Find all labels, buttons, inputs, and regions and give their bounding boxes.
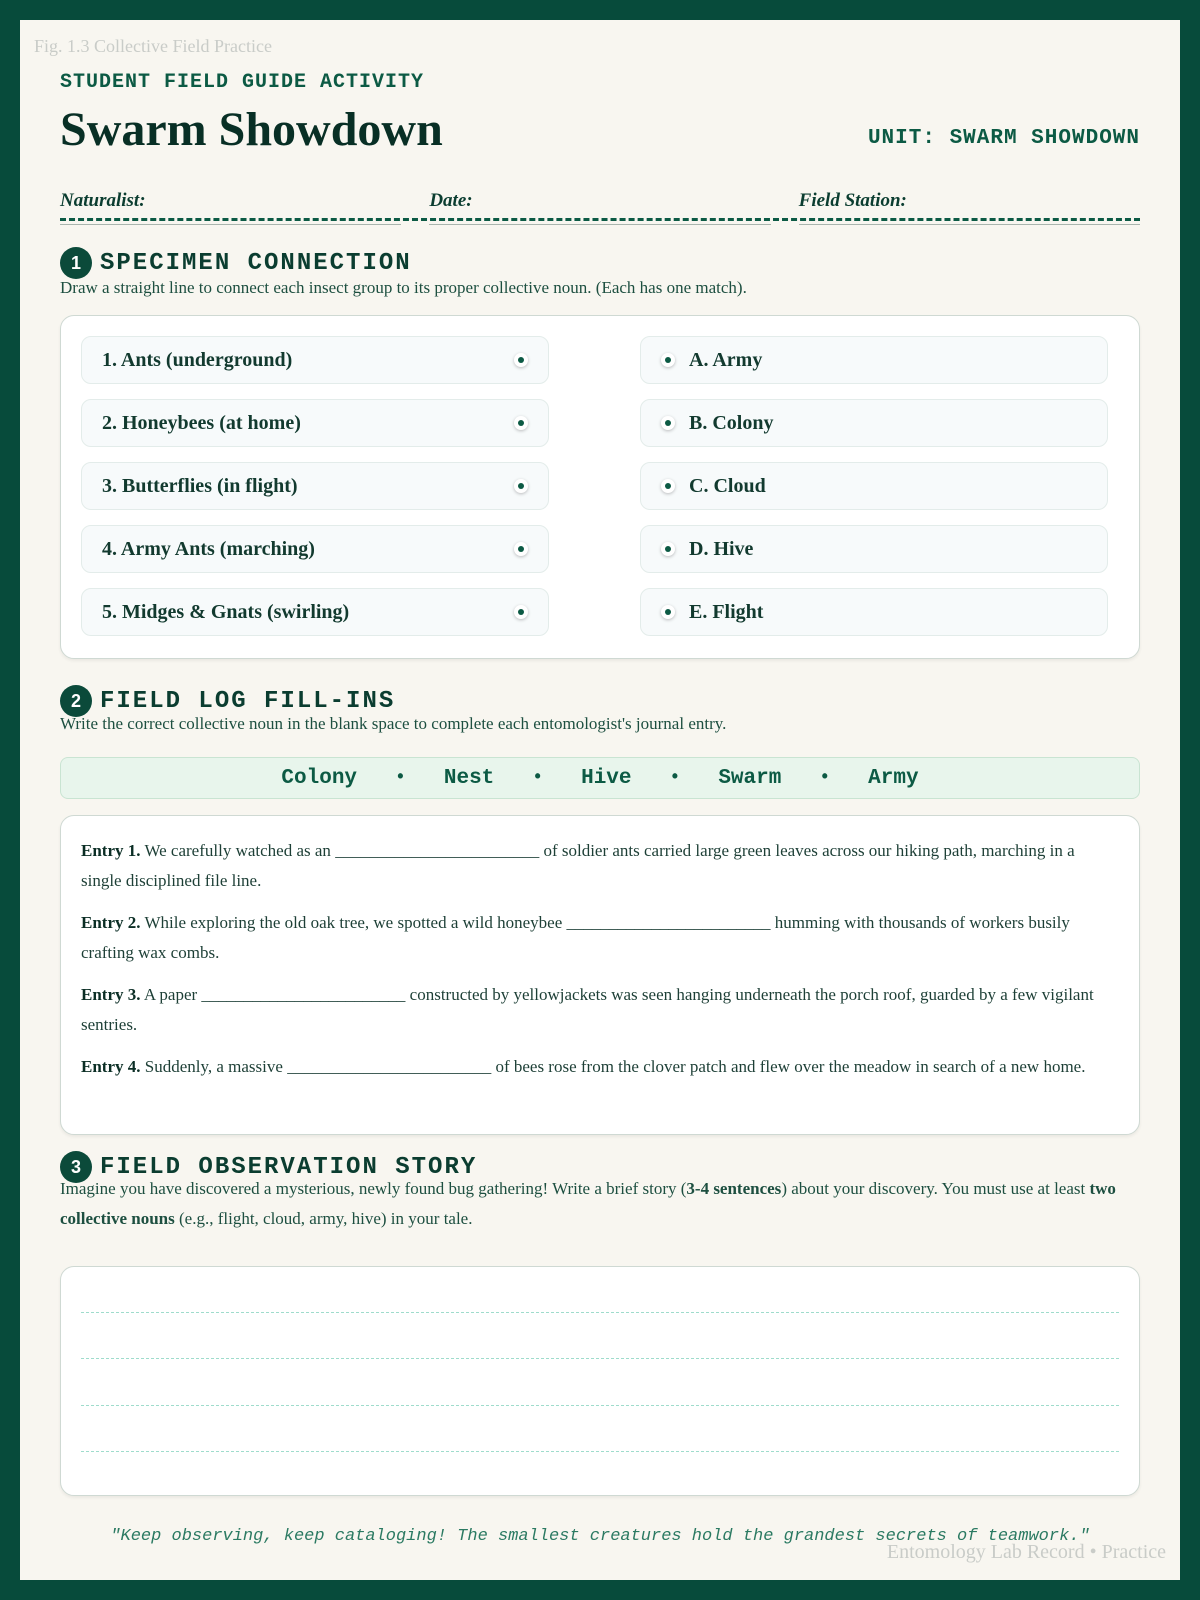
- entry-text-after: humming with thousands of workers busily crafting wax combs.: [81, 913, 1070, 962]
- answer-blank[interactable]: ________________________: [201, 985, 406, 1004]
- section-number-badge: 1: [60, 247, 92, 279]
- match-item-label: 5. Midges & Gnats (swirling): [102, 600, 350, 623]
- connector-dot[interactable]: [661, 542, 675, 556]
- connector-dot[interactable]: [661, 353, 675, 367]
- word-bank-item: Hive: [581, 766, 632, 790]
- match-item-left[interactable]: [81, 525, 549, 573]
- footer-caption: Entomology Lab Record • Practice: [886, 1541, 1166, 1563]
- section-1-instructions: Draw a straight line to connect each insect group to its proper collective noun. (Each has one match).: [60, 278, 747, 297]
- match-item-right[interactable]: [640, 588, 1108, 636]
- instructions-emphasis: 3-4 sentences: [686, 1179, 782, 1198]
- word-bank-item: Army: [868, 766, 919, 790]
- entry-label: Entry 4.: [81, 1057, 141, 1076]
- instructions-emphasis: two collective nouns: [60, 1179, 1116, 1228]
- match-item-label: A. Army: [689, 348, 763, 371]
- match-item-right[interactable]: [640, 399, 1108, 447]
- match-item-label: E. Flight: [689, 600, 764, 623]
- writing-line: [81, 1451, 1119, 1452]
- answer-blank[interactable]: ________________________: [287, 1057, 492, 1076]
- journal-entry: [81, 1052, 1119, 1082]
- instructions-text: (e.g., flight, cloud, army, hive) in your tale.: [174, 1209, 473, 1228]
- collective-noun-column: [640, 336, 1108, 651]
- word-bank-separator: •: [669, 768, 681, 788]
- writing-line: [81, 1405, 1119, 1406]
- match-item-left[interactable]: [81, 588, 549, 636]
- entry-label: Entry 3.: [81, 985, 141, 1004]
- writing-line: [81, 1358, 1119, 1359]
- match-item-label: C. Cloud: [689, 474, 766, 497]
- section-number-badge: 2: [60, 685, 92, 717]
- section-3-instructions: [60, 1174, 1140, 1234]
- match-item-label: B. Colony: [689, 411, 774, 434]
- entry-text-before: While exploring the old oak tree, we spotted a wild honeybee: [144, 913, 563, 932]
- instructions-text: ) about your discovery. You must use at least: [781, 1179, 1090, 1198]
- journal-entry: [81, 908, 1119, 967]
- connector-dot[interactable]: [514, 479, 528, 493]
- connector-dot[interactable]: [514, 605, 528, 619]
- word-bank-item: Nest: [443, 766, 495, 790]
- activity-kicker: STUDENT FIELD GUIDE ACTIVITY: [60, 71, 425, 94]
- match-item-left[interactable]: [81, 399, 549, 447]
- match-item-left[interactable]: [81, 336, 549, 384]
- match-item-label: 3. Butterflies (in flight): [102, 474, 298, 497]
- word-bank-separator: •: [819, 768, 831, 788]
- student-info-row: [60, 170, 1140, 225]
- word-bank-item: Colony: [281, 766, 358, 790]
- section-title: FIELD OBSERVATION STORY: [100, 1153, 478, 1181]
- closing-quote: "Keep observing, keep cataloging! The smallest creatures hold the grandest secrets of teamwork.": [110, 1527, 1090, 1546]
- unit-label: UNIT: SWARM SHOWDOWN: [867, 127, 1140, 150]
- entry-text-before: A paper: [143, 985, 198, 1004]
- connector-dot[interactable]: [661, 605, 675, 619]
- word-bank-item: Swarm: [718, 766, 782, 790]
- entry-text-before: We carefully watched as an: [144, 841, 331, 860]
- match-item-right[interactable]: [640, 336, 1108, 384]
- connector-dot[interactable]: [514, 353, 528, 367]
- section-number-badge: 3: [60, 1151, 92, 1183]
- section-title: SPECIMEN CONNECTION: [100, 249, 412, 277]
- entry-text-after: constructed by yellowjackets was seen hanging underneath the porch roof, guarded by a few vigilant sentries.: [81, 985, 1094, 1034]
- match-item-label: 1. Ants (underground): [102, 348, 293, 371]
- instructions-text: Imagine you have discovered a mysterious, newly found bug gathering! Write a brief story (: [60, 1179, 687, 1198]
- match-item-label: 4. Army Ants (marching): [102, 537, 315, 560]
- connector-dot[interactable]: [661, 416, 675, 430]
- answer-blank[interactable]: ________________________: [566, 913, 771, 932]
- header-divider: [60, 218, 1140, 221]
- section-title: FIELD LOG FILL-INS: [100, 687, 396, 715]
- match-item-left[interactable]: [81, 462, 549, 510]
- journal-entries-card: [60, 815, 1140, 1135]
- writing-line: [81, 1312, 1119, 1313]
- connector-dot[interactable]: [514, 542, 528, 556]
- connector-dot[interactable]: [514, 416, 528, 430]
- entry-text-after: of bees rose from the clover patch and flew over the meadow in search of a new home.: [495, 1057, 1086, 1076]
- entry-text-before: Suddenly, a massive: [144, 1057, 283, 1076]
- matching-card: [60, 315, 1140, 659]
- section-2-instructions: Write the correct collective noun in the blank space to complete each entomologist's journal entry.: [60, 714, 727, 733]
- word-bank-separator: •: [395, 768, 406, 788]
- word-bank-separator: •: [532, 768, 544, 788]
- match-item-right[interactable]: [640, 525, 1108, 573]
- word-bank: [60, 757, 1140, 799]
- match-item-label: 2. Honeybees (at home): [102, 411, 301, 434]
- date-field[interactable]: Date:: [429, 170, 770, 225]
- entry-label: Entry 1.: [81, 841, 141, 860]
- naturalist-field[interactable]: Naturalist:: [60, 170, 401, 225]
- page-title: Swarm Showdown: [60, 103, 443, 156]
- worksheet-page: [20, 20, 1180, 1580]
- field-station-field[interactable]: Field Station:: [799, 170, 1140, 225]
- answer-blank[interactable]: ________________________: [335, 841, 540, 860]
- match-item-right[interactable]: [640, 462, 1108, 510]
- figure-caption: Fig. 1.3 Collective Field Practice: [34, 36, 272, 56]
- insect-group-column: [81, 336, 549, 651]
- entry-text-after: of soldier ants carried large green leaves across our hiking path, marching in a single disciplined file line.: [81, 841, 1075, 890]
- story-writing-area[interactable]: [60, 1266, 1140, 1496]
- entry-label: Entry 2.: [81, 913, 141, 932]
- match-item-label: D. Hive: [689, 537, 754, 560]
- journal-entry: [81, 836, 1119, 895]
- journal-entry: [81, 980, 1119, 1039]
- connector-dot[interactable]: [661, 479, 675, 493]
